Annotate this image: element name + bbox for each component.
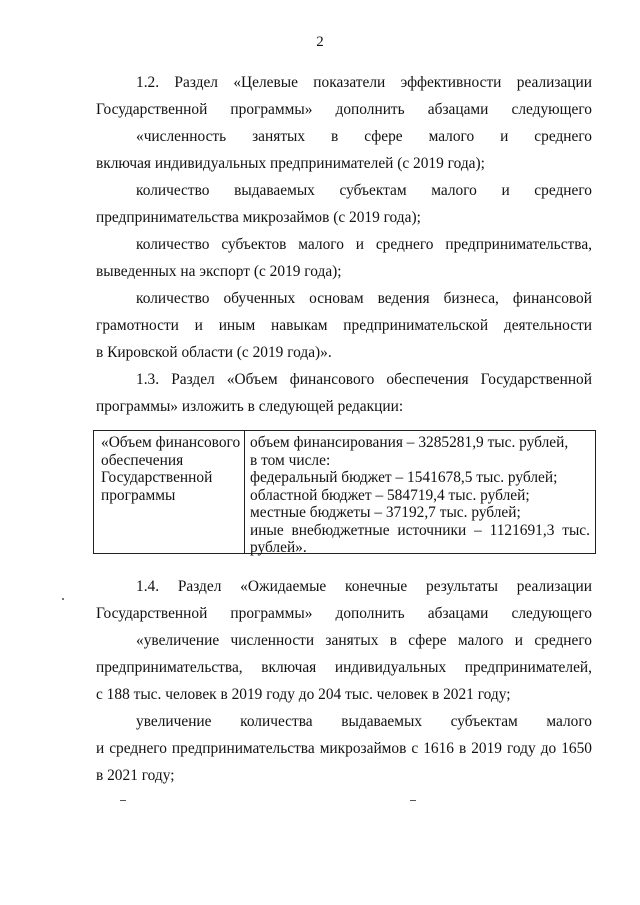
table-cell-line: обеспечения (101, 451, 184, 469)
paragraph-line: выведенных на экспорт (с 2019 года); (96, 263, 342, 280)
paragraph-line: предпринимательства, включая индивидуальных предпринимателей, (96, 659, 592, 676)
paragraph-line: предпринимательства микрозаймов (с 2019 года); (96, 209, 421, 226)
table-cell-line: местные бюджеты – 37192,7 тыс. рублей; (250, 504, 521, 521)
footer-mark-right (410, 800, 416, 801)
paragraph-line: Государственной программы» дополнить абзацами следующего (96, 605, 592, 622)
paragraph-line: количество обученных основам ведения бизнеса, финансовой (136, 290, 592, 307)
table-cell-line: в том числе: (250, 451, 331, 469)
paragraph-line: программы» изложить в следующей редакции: (96, 398, 404, 415)
table-cell-line: Государственной (101, 469, 213, 486)
scan-speck (62, 598, 64, 600)
table-cell-label (101, 434, 241, 504)
table-cell-line: программы (101, 486, 176, 504)
paragraph-line: включая индивидуальных предпринимателей (с 2019 года); (96, 155, 485, 172)
paragraph-line: и среднего предпринимательства микрозаймов с 1616 в 2019 году до 1650 (96, 740, 592, 757)
table-cell-line: областной бюджет – 584719,4 тыс. рублей; (250, 486, 530, 504)
paragraph-line: «численность занятых в сфере малого и среднего (136, 128, 592, 145)
finance-table (93, 430, 596, 554)
table-cell-line: рублей». (250, 539, 307, 556)
table-cell-line: объем финансирования – 3285281,9 тыс. рублей, (250, 434, 569, 451)
paragraph-line: «увеличение численности занятых в сфере малого и среднего (136, 632, 592, 649)
paragraph-line: грамотности и иным навыкам предпринимательской деятельности (96, 317, 592, 334)
table-cell-line: «Объем финансового (101, 434, 241, 451)
paragraph-line: количество субъектов малого и среднего предпринимательства, (136, 236, 592, 253)
paragraph-line: 1.2. Раздел «Целевые показатели эффективности реализации (136, 74, 592, 91)
paragraph-line: 1.4. Раздел «Ожидаемые конечные результаты реализации (136, 578, 592, 595)
paragraph-line: с 188 тыс. человек в 2019 году до 204 тыс. человек в 2021 году; (96, 686, 511, 703)
table-cell-value (250, 434, 590, 557)
table-divider (244, 431, 245, 553)
paragraph-line: увеличение количества выдаваемых субъектам малого (136, 713, 592, 730)
paragraph-line: 1.3. Раздел «Объем финансового обеспечения Государственной (136, 371, 592, 388)
paragraph-line: в 2021 году; (96, 767, 175, 784)
paragraph-line: в Кировской области (с 2019 года)». (96, 344, 332, 361)
paragraph-line: количество выдаваемых субъектам малого и среднего (136, 182, 592, 199)
footer-mark-left (120, 800, 126, 801)
paragraph-line: Государственной программы» дополнить абзацами следующего (96, 101, 592, 118)
page-number: 2 (316, 34, 324, 50)
table-cell-line: федеральный бюджет – 1541678,5 тыс. рублей; (250, 469, 558, 486)
table-cell-line: иные внебюджетные источники – 1121691,3 тыс. (250, 521, 590, 539)
